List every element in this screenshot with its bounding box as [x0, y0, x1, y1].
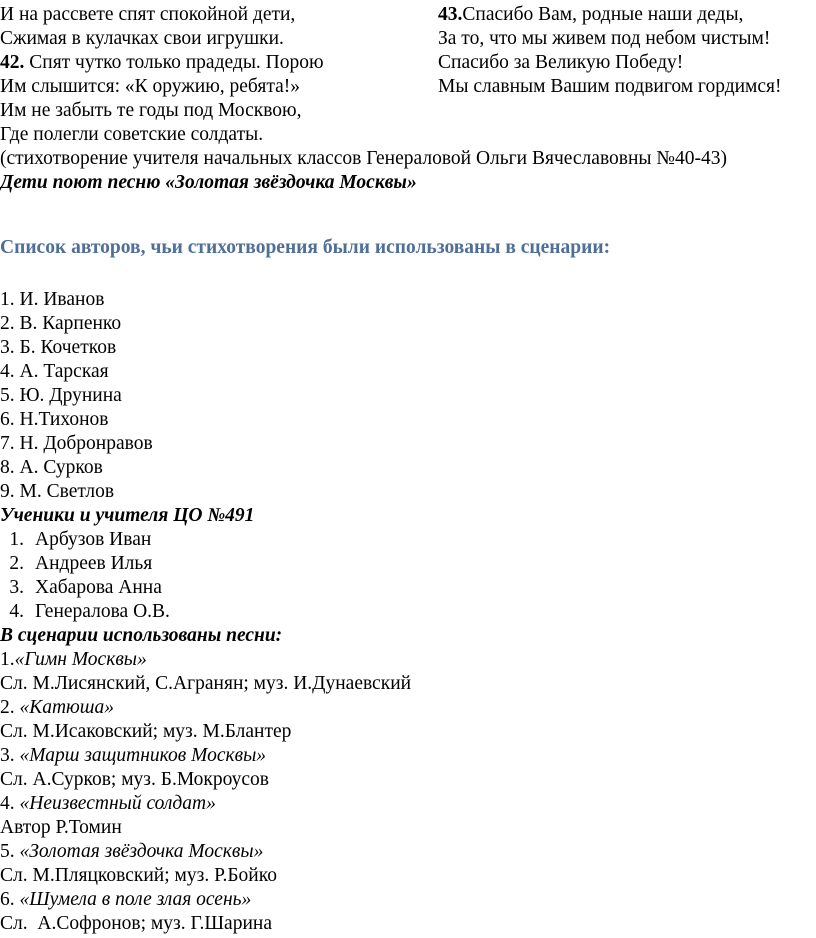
poem-line: За то, что мы живем под небом чистым! [438, 28, 771, 49]
poem-line: И на рассвете спят спокойной дети, [0, 4, 296, 25]
author-item: 3. Б. Кочетков [0, 337, 117, 358]
song-title-line [0, 888, 251, 912]
author-item: 1. И. Иванов [0, 289, 105, 310]
student-item [0, 600, 170, 624]
students-heading: Ученики и учителя ЦО №491 [0, 505, 255, 526]
song-title: «Неизвестный солдат» [19, 793, 216, 814]
song-credit: Сл. М.Лисянский, С.Агранян; муз. И.Дунаевский [0, 673, 412, 694]
poem-line [438, 3, 743, 27]
song-credit: Автор Р.Томин [0, 817, 122, 838]
list-number: 3. [9, 577, 24, 598]
poem-line: Где полегли советские солдаты. [0, 124, 264, 145]
poem-line [0, 51, 324, 75]
student-item [0, 576, 162, 600]
authors-heading: Список авторов, чьи стихотворения были использованы в сценарии: [0, 237, 611, 258]
list-number: 2. [9, 553, 24, 574]
author-item: 7. Н. Добронравов [0, 433, 153, 454]
song-title-line [0, 840, 263, 864]
song-title-line [0, 648, 147, 672]
poem-line: Им не забыть те годы под Москвою, [0, 100, 302, 121]
song-credit: Сл. М.Исаковский; муз. М.Блантер [0, 721, 292, 742]
verse-number: 43. [438, 4, 463, 25]
student-name: Генералова О.В. [35, 601, 170, 622]
song-number: 3. [0, 745, 20, 766]
author-item: 2. В. Карпенко [0, 313, 122, 334]
poem-line: Сжимая в кулачках свои игрушки. [0, 28, 284, 49]
student-name: Андреев Илья [35, 553, 153, 574]
song-title-line [0, 744, 266, 768]
author-item: 9. М. Светлов [0, 481, 115, 502]
student-name: Арбузов Иван [35, 529, 152, 550]
list-number: 1. [9, 529, 24, 550]
verse-text: Спят чутко только прадеды. Порою [24, 52, 324, 73]
author-item: 5. Ю. Друнина [0, 385, 122, 406]
song-title: «Золотая звёздочка Москвы» [19, 841, 264, 862]
song-number: 5. [0, 841, 20, 862]
song-number: 4. [0, 793, 20, 814]
verse-number: 42. [0, 52, 25, 73]
author-item: 8. А. Сурков [0, 457, 103, 478]
song-title: «Катюша» [19, 697, 115, 718]
song-title: «Шумела в поле злая осень» [19, 889, 252, 910]
author-item: 6. Н.Тихонов [0, 409, 109, 430]
song-credit: Сл. А.Софронов; муз. Г.Шарина [0, 913, 272, 934]
song-credit: Сл. А.Сурков; муз. Б.Мокроусов [0, 769, 270, 790]
songs-heading: В сценарии использованы песни: [0, 625, 283, 646]
author-item: 4. А. Тарская [0, 361, 109, 382]
poem-credit: (стихотворение учителя начальных классов Генераловой Ольги Вячеславовны №40-43) [0, 148, 727, 169]
song-title: «Марш защитников Москвы» [19, 745, 267, 766]
song-credit: Сл. М.Пляцковский; муз. Р.Бойко [0, 865, 277, 886]
list-number: 4. [9, 601, 24, 622]
poem-line: Им слышится: «К оружию, ребята!» [0, 76, 300, 97]
song-title-line [0, 696, 114, 720]
student-item [0, 552, 152, 576]
song-number: 6. [0, 889, 20, 910]
song-number: 2. [0, 697, 20, 718]
poem-line: Мы славным Вашим подвигом гордимся! [438, 76, 782, 97]
song-title: «Гимн Москвы» [14, 649, 147, 670]
verse-text: Спасибо Вам, родные наши деды, [462, 4, 744, 25]
song-performance-line: Дети поют песню «Золотая звёздочка Москвы» [0, 172, 417, 193]
song-number: 1. [0, 649, 15, 670]
song-title-line [0, 792, 216, 816]
poem-line: Спасибо за Великую Победу! [438, 52, 684, 73]
student-item [0, 528, 151, 552]
student-name: Хабарова Анна [35, 577, 162, 598]
